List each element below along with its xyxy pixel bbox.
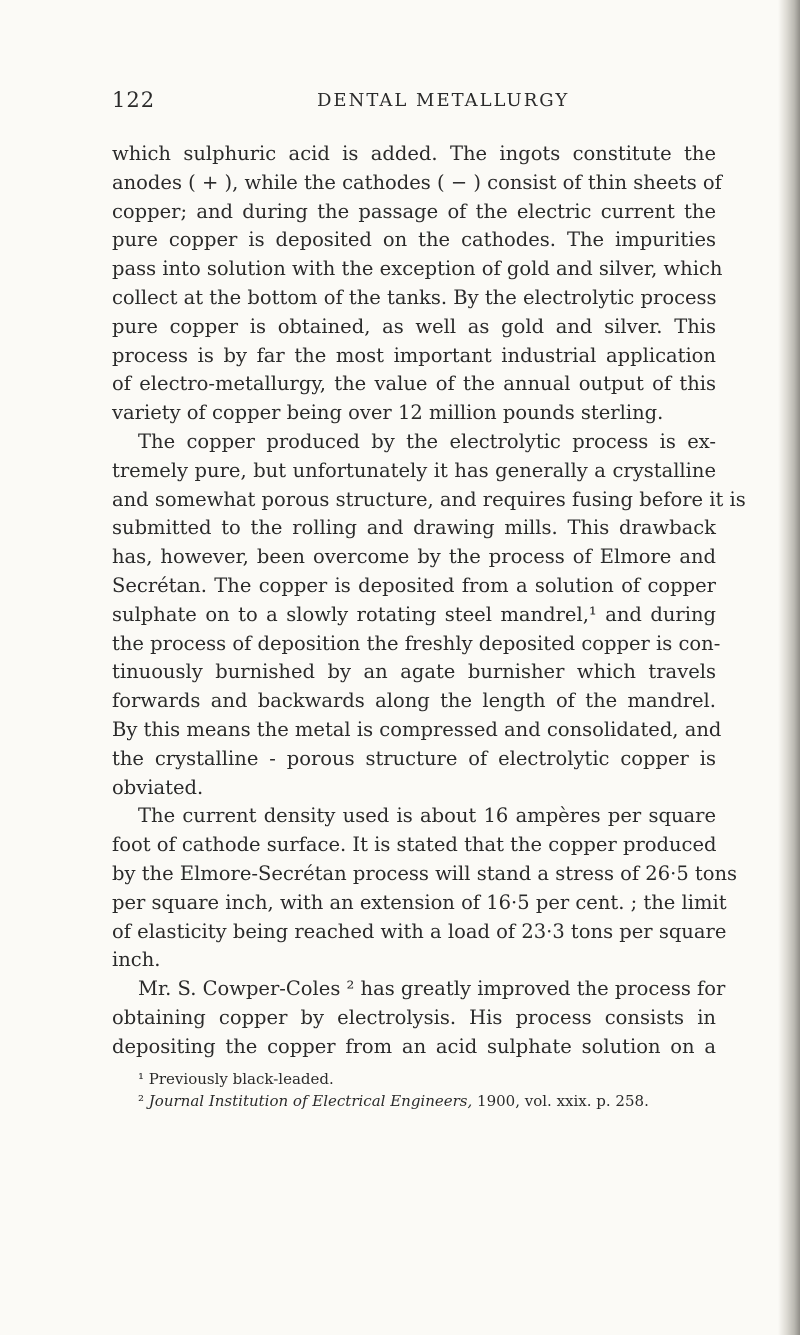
text-line: the process of deposition the freshly deposited copper is con- <box>112 631 721 655</box>
text-line: process is by far the most important industrial application <box>112 343 716 367</box>
footnotes <box>138 1068 718 1112</box>
footnote <box>138 1068 718 1090</box>
text-line: forwards and backwards along the length of the mandrel. <box>112 689 716 713</box>
page-edge-shadow <box>778 0 800 1335</box>
text-line: pure copper is obtained, as well as gold and silver. This <box>112 314 716 338</box>
paragraph <box>112 140 723 428</box>
text-line: pass into solution with the exception of gold and silver, which <box>112 257 723 281</box>
text-line: tremely pure, but unfortunately it has generally a crystalline <box>112 458 716 482</box>
text-line: the crystalline - porous structure of electrolytic copper is <box>112 746 716 770</box>
footnote-marker: ² <box>138 1092 145 1110</box>
text-line: and somewhat porous structure, and requires fusing before it is <box>112 487 746 511</box>
text-line: tinuously burnished by an agate burnisher which travels <box>112 660 716 684</box>
running-title: DENTAL METALLURGY <box>317 90 570 111</box>
text-line: sulphate on to a slowly rotating steel mandrel,¹ and during <box>112 602 716 626</box>
text-line: The copper produced by the electrolytic process is ex- <box>138 429 716 453</box>
text-line: which sulphuric acid is added. The ingots constitute the <box>112 142 716 165</box>
text-line: variety of copper being over 12 million pounds sterling. <box>112 401 664 425</box>
footnote <box>138 1090 718 1112</box>
paragraph <box>112 802 738 975</box>
page-number: 122 <box>112 88 156 112</box>
text-line: has, however, been overcome by the process of Elmore and <box>112 545 716 569</box>
footnote-journal-title: Journal Institution of Electrical Engineers, <box>148 1092 473 1110</box>
text-line: pure copper is deposited on the cathodes. The impurities <box>112 228 716 252</box>
text-line: The current density used is about 16 ampères per square <box>138 804 716 828</box>
running-head <box>112 88 700 118</box>
footnote-text: Previously black-leaded. <box>148 1070 334 1088</box>
text-line: obviated. <box>112 775 204 799</box>
text-line: collect at the bottom of the tanks. By the electrolytic process <box>112 285 717 309</box>
text-line: of electro-metallurgy, the value of the annual output of this <box>112 372 716 396</box>
text-line: per square inch, with an extension of 16·5 per cent. ; the limit <box>112 890 727 914</box>
paragraph <box>112 975 726 1061</box>
text-line: obtaining copper by electrolysis. His process consists in <box>112 1005 716 1029</box>
text-line: inch. <box>112 948 161 972</box>
text-line: anodes ( + ), while the cathodes ( − ) consist of thin sheets of <box>112 170 722 194</box>
text-line: By this means the metal is compressed and consolidated, and <box>112 717 722 741</box>
text-line: Mr. S. Cowper-Coles ² has greatly improved the process for <box>138 977 726 1001</box>
text-line: foot of cathode surface. It is stated that the copper produced <box>112 833 717 857</box>
footnote-citation: 1900, vol. xxix. p. 258. <box>472 1092 649 1110</box>
text-line: submitted to the rolling and drawing mills. This drawback <box>112 516 716 540</box>
text-line: copper; and during the passage of the electric current the <box>112 199 716 223</box>
text-line: by the Elmore-Secrétan process will stand a stress of 26·5 tons <box>112 861 738 885</box>
body-text <box>112 140 746 1062</box>
paragraph <box>112 428 746 802</box>
text-line: of elasticity being reached with a load of 23·3 tons per square <box>112 919 727 943</box>
text-line: depositing the copper from an acid sulphate solution on a <box>112 1034 716 1058</box>
footnote-marker: ¹ <box>138 1070 145 1088</box>
text-line: Secrétan. The copper is deposited from a solution of copper <box>112 573 716 597</box>
